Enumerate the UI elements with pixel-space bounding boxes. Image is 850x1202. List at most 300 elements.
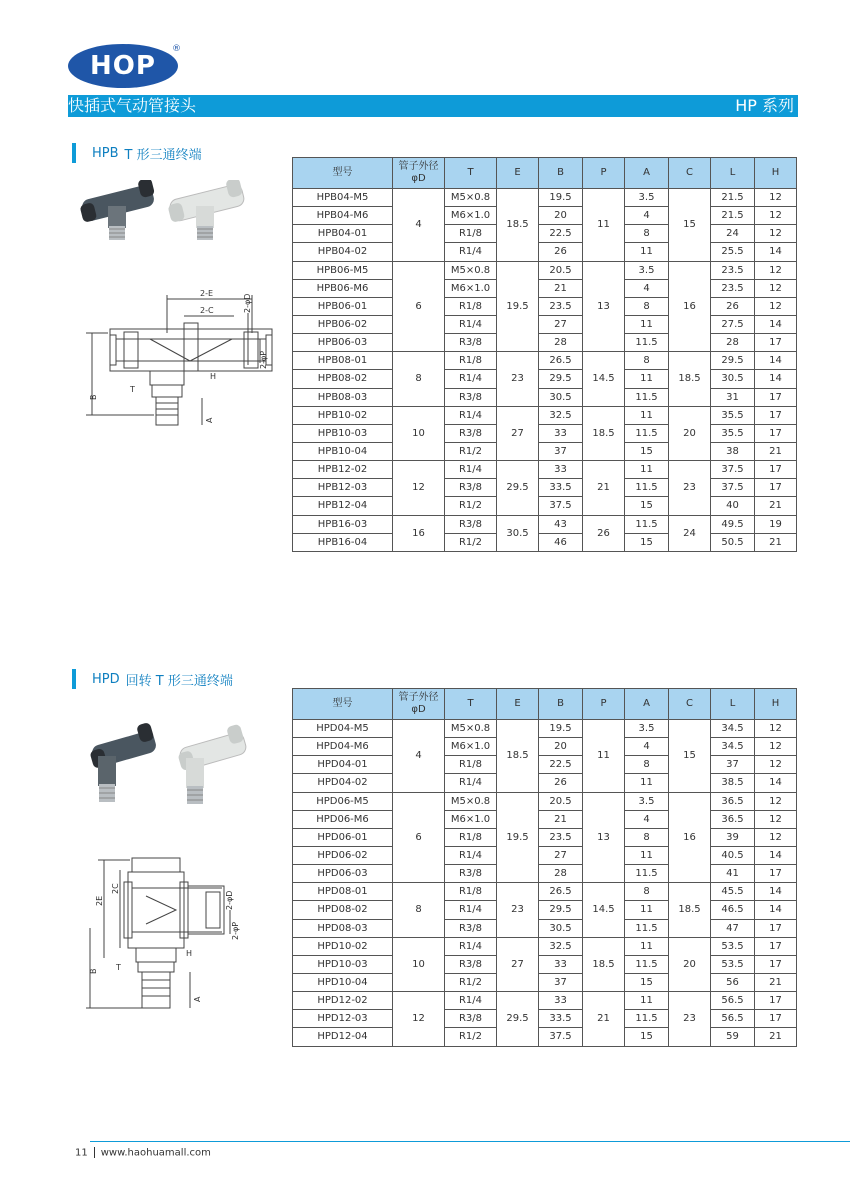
cell-e: 27 [497, 406, 539, 460]
cell-a: 11.5 [625, 424, 669, 442]
cell-e: 19.5 [497, 792, 539, 883]
cell-l: 50.5 [711, 533, 755, 551]
dim-label-a: A [205, 417, 214, 423]
cell-model: HPB08-01 [293, 352, 393, 370]
cell-h: 19 [755, 515, 797, 533]
cell-thread: R1/4 [445, 315, 497, 333]
cell-a: 11 [625, 461, 669, 479]
cell-thread: R1/8 [445, 352, 497, 370]
cell-thread: R1/8 [445, 883, 497, 901]
section-title-hpb [72, 143, 202, 163]
cell-model: HPD10-02 [293, 937, 393, 955]
cell-model: HPD12-02 [293, 992, 393, 1010]
table-row [293, 901, 797, 919]
cell-a: 8 [625, 297, 669, 315]
cell-p: 13 [583, 792, 625, 883]
dim-label-2c: 2C [111, 883, 120, 894]
table-row [293, 243, 797, 261]
cell-a: 3.5 [625, 189, 669, 207]
cell-a: 11.5 [625, 479, 669, 497]
cell-e: 29.5 [497, 992, 539, 1046]
cell-h: 17 [755, 955, 797, 973]
cell-h: 12 [755, 261, 797, 279]
cell-b: 19.5 [539, 720, 583, 738]
table-row [293, 334, 797, 352]
cell-p: 21 [583, 992, 625, 1046]
cell-b: 23.5 [539, 297, 583, 315]
cell-thread: R1/4 [445, 461, 497, 479]
cell-l: 31 [711, 388, 755, 406]
cell-model: HPB08-02 [293, 370, 393, 388]
cell-l: 39 [711, 828, 755, 846]
light-fitting-image [167, 180, 245, 240]
cell-h: 21 [755, 442, 797, 460]
cell-h: 12 [755, 279, 797, 297]
cell-model: HPB12-02 [293, 461, 393, 479]
table-row [293, 883, 797, 901]
cell-h: 17 [755, 865, 797, 883]
cell-l: 53.5 [711, 955, 755, 973]
cell-h: 17 [755, 424, 797, 442]
cell-a: 11 [625, 846, 669, 864]
cell-model: HPD04-M5 [293, 720, 393, 738]
cell-h: 21 [755, 973, 797, 991]
column-header: P [583, 689, 625, 720]
cell-thread: M6×1.0 [445, 207, 497, 225]
cell-l: 46.5 [711, 901, 755, 919]
cell-p: 18.5 [583, 937, 625, 991]
light-fitting-image [177, 724, 247, 804]
table-row [293, 515, 797, 533]
cell-thread: R1/4 [445, 243, 497, 261]
cell-thread: R1/8 [445, 756, 497, 774]
cell-a: 11.5 [625, 865, 669, 883]
cell-thread: R3/8 [445, 955, 497, 973]
column-header: T [445, 689, 497, 720]
table-row [293, 388, 797, 406]
cell-thread: M5×0.8 [445, 189, 497, 207]
cell-tube-od: 12 [393, 992, 445, 1046]
table-header-row [293, 689, 797, 720]
hpd-spec-table [292, 688, 797, 1047]
cell-l: 26 [711, 297, 755, 315]
cell-tube-od: 6 [393, 792, 445, 883]
cell-e: 30.5 [497, 515, 539, 551]
page-number: 11 [75, 1147, 88, 1159]
cell-b: 29.5 [539, 901, 583, 919]
cell-a: 3.5 [625, 720, 669, 738]
cell-model: HPB04-02 [293, 243, 393, 261]
section-code: HPD [92, 671, 120, 687]
cell-b: 23.5 [539, 828, 583, 846]
cell-model: HPD04-02 [293, 774, 393, 792]
cell-a: 15 [625, 497, 669, 515]
column-header: P [583, 158, 625, 189]
cell-l: 56.5 [711, 1010, 755, 1028]
cell-b: 30.5 [539, 919, 583, 937]
cell-tube-od: 8 [393, 883, 445, 937]
table-row [293, 189, 797, 207]
table-row [293, 442, 797, 460]
cell-model: HPD10-04 [293, 973, 393, 991]
table-row [293, 279, 797, 297]
cell-a: 11 [625, 937, 669, 955]
cell-a: 8 [625, 225, 669, 243]
cell-b: 43 [539, 515, 583, 533]
dim-label-a: A [193, 996, 202, 1002]
dim-label-2phid: 2-φD [243, 293, 252, 313]
dim-label-t: T [116, 963, 121, 972]
section-title-hpd [72, 669, 233, 689]
dim-label-2phid: 2-φD [225, 890, 234, 910]
cell-thread: R1/2 [445, 442, 497, 460]
cell-a: 11.5 [625, 1010, 669, 1028]
section-marker [72, 143, 76, 163]
cell-h: 12 [755, 207, 797, 225]
table-row [293, 774, 797, 792]
cell-e: 29.5 [497, 461, 539, 515]
cell-l: 36.5 [711, 792, 755, 810]
cell-model: HPD10-03 [293, 955, 393, 973]
table-row [293, 720, 797, 738]
table-row [293, 992, 797, 1010]
cell-model: HPB04-M5 [293, 189, 393, 207]
cell-c: 18.5 [669, 883, 711, 937]
cell-h: 14 [755, 315, 797, 333]
table-row [293, 370, 797, 388]
cell-tube-od: 10 [393, 937, 445, 991]
cell-l: 21.5 [711, 207, 755, 225]
cell-a: 11.5 [625, 515, 669, 533]
cell-h: 12 [755, 810, 797, 828]
cell-thread: M6×1.0 [445, 279, 497, 297]
cell-h: 12 [755, 225, 797, 243]
table-row [293, 1028, 797, 1046]
cell-c: 16 [669, 792, 711, 883]
cell-model: HPB06-M5 [293, 261, 393, 279]
cell-model: HPB12-03 [293, 479, 393, 497]
cell-h: 14 [755, 846, 797, 864]
cell-thread: R3/8 [445, 865, 497, 883]
cell-thread: R1/4 [445, 774, 497, 792]
cell-model: HPB10-04 [293, 442, 393, 460]
cell-p: 13 [583, 261, 625, 352]
cell-l: 23.5 [711, 261, 755, 279]
cell-l: 37 [711, 756, 755, 774]
cell-a: 11.5 [625, 388, 669, 406]
dim-label-b: B [89, 394, 98, 400]
cell-a: 11 [625, 243, 669, 261]
cell-l: 24 [711, 225, 755, 243]
cell-h: 14 [755, 883, 797, 901]
brand-logo [68, 44, 178, 88]
cell-b: 32.5 [539, 937, 583, 955]
cell-l: 45.5 [711, 883, 755, 901]
cell-h: 12 [755, 297, 797, 315]
cell-l: 41 [711, 865, 755, 883]
column-header: L [711, 158, 755, 189]
cell-c: 24 [669, 515, 711, 551]
cell-b: 26 [539, 774, 583, 792]
cell-b: 20.5 [539, 792, 583, 810]
cell-model: HPD06-02 [293, 846, 393, 864]
cell-model: HPD04-01 [293, 756, 393, 774]
cell-e: 18.5 [497, 720, 539, 793]
cell-c: 15 [669, 720, 711, 793]
column-header: C [669, 158, 711, 189]
cell-thread: R1/2 [445, 1028, 497, 1046]
cell-a: 11 [625, 901, 669, 919]
table-row [293, 1010, 797, 1028]
cell-thread: R1/4 [445, 992, 497, 1010]
cell-l: 40 [711, 497, 755, 515]
cell-a: 8 [625, 883, 669, 901]
cell-thread: R1/4 [445, 901, 497, 919]
cell-tube-od: 10 [393, 406, 445, 460]
table-row [293, 497, 797, 515]
cell-b: 33.5 [539, 479, 583, 497]
cell-model: HPD04-M6 [293, 738, 393, 756]
cell-tube-od: 16 [393, 515, 445, 551]
cell-b: 32.5 [539, 406, 583, 424]
table-row [293, 738, 797, 756]
cell-a: 11.5 [625, 919, 669, 937]
cell-l: 40.5 [711, 846, 755, 864]
cell-model: HPB16-03 [293, 515, 393, 533]
column-header: B [539, 158, 583, 189]
cell-c: 23 [669, 992, 711, 1046]
cell-b: 37.5 [539, 497, 583, 515]
cell-model: HPB06-02 [293, 315, 393, 333]
hpd-dimension-drawing [80, 848, 270, 1020]
table-row [293, 919, 797, 937]
cell-a: 15 [625, 973, 669, 991]
table-row [293, 533, 797, 551]
cell-b: 21 [539, 810, 583, 828]
cell-p: 11 [583, 720, 625, 793]
table-row [293, 352, 797, 370]
table-row [293, 955, 797, 973]
footer [75, 1147, 211, 1159]
cell-h: 17 [755, 406, 797, 424]
cell-model: HPB04-M6 [293, 207, 393, 225]
cell-b: 22.5 [539, 756, 583, 774]
cell-thread: M5×0.8 [445, 720, 497, 738]
cell-l: 56.5 [711, 992, 755, 1010]
cell-h: 17 [755, 479, 797, 497]
cell-a: 4 [625, 207, 669, 225]
cell-h: 17 [755, 919, 797, 937]
column-header: A [625, 158, 669, 189]
cell-thread: R1/2 [445, 533, 497, 551]
cell-thread: R1/4 [445, 937, 497, 955]
cell-thread: R3/8 [445, 334, 497, 352]
dim-label-t: T [130, 385, 135, 394]
dim-label-h: H [186, 949, 193, 958]
section-marker [72, 669, 76, 689]
cell-b: 27 [539, 846, 583, 864]
cell-model: HPB06-03 [293, 334, 393, 352]
column-header: 型号 [293, 689, 393, 720]
cell-a: 11.5 [625, 955, 669, 973]
cell-c: 18.5 [669, 352, 711, 406]
cell-l: 47 [711, 919, 755, 937]
dim-label-2c: 2-C [200, 306, 214, 315]
cell-h: 12 [755, 738, 797, 756]
cell-h: 12 [755, 792, 797, 810]
cell-h: 17 [755, 1010, 797, 1028]
cell-l: 34.5 [711, 720, 755, 738]
cell-c: 16 [669, 261, 711, 352]
cell-l: 21.5 [711, 189, 755, 207]
cell-b: 33 [539, 424, 583, 442]
cell-e: 18.5 [497, 189, 539, 262]
cell-l: 36.5 [711, 810, 755, 828]
cell-b: 22.5 [539, 225, 583, 243]
dim-label-2phip: 2-φP [231, 921, 240, 940]
cell-model: HPD12-04 [293, 1028, 393, 1046]
cell-thread: R1/8 [445, 225, 497, 243]
cell-thread: M5×0.8 [445, 792, 497, 810]
cell-a: 11 [625, 315, 669, 333]
cell-h: 17 [755, 388, 797, 406]
cell-b: 26.5 [539, 883, 583, 901]
cell-b: 37.5 [539, 1028, 583, 1046]
table-row [293, 297, 797, 315]
cell-l: 29.5 [711, 352, 755, 370]
registered-mark: ® [172, 44, 181, 54]
column-header: 管子外径 φD [393, 689, 445, 720]
dim-label-2e: 2E [95, 895, 104, 906]
cell-model: HPB04-01 [293, 225, 393, 243]
dark-fitting-image [79, 180, 155, 240]
cell-e: 19.5 [497, 261, 539, 352]
cell-l: 38 [711, 442, 755, 460]
cell-p: 21 [583, 461, 625, 515]
hpb-product-photo [78, 180, 258, 260]
table-row [293, 828, 797, 846]
table-row [293, 261, 797, 279]
cell-a: 11 [625, 406, 669, 424]
column-header: A [625, 689, 669, 720]
table-row [293, 792, 797, 810]
dim-label-2phip: 2-φP [259, 350, 268, 369]
cell-thread: R1/4 [445, 846, 497, 864]
cell-b: 19.5 [539, 189, 583, 207]
cell-h: 14 [755, 243, 797, 261]
section-name: T 形三通终端 [124, 147, 202, 163]
cell-model: HPD08-03 [293, 919, 393, 937]
cell-h: 21 [755, 1028, 797, 1046]
cell-b: 33.5 [539, 1010, 583, 1028]
table-row [293, 846, 797, 864]
cell-a: 11 [625, 992, 669, 1010]
cell-model: HPB10-03 [293, 424, 393, 442]
cell-a: 4 [625, 738, 669, 756]
cell-b: 20.5 [539, 261, 583, 279]
cell-b: 33 [539, 955, 583, 973]
cell-thread: M6×1.0 [445, 810, 497, 828]
dim-label-b: B [89, 968, 98, 974]
website-link[interactable]: www.haohuamall.com [100, 1147, 211, 1159]
cell-a: 11 [625, 370, 669, 388]
column-header: E [497, 158, 539, 189]
cell-l: 23.5 [711, 279, 755, 297]
cell-a: 8 [625, 828, 669, 846]
cell-tube-od: 4 [393, 720, 445, 793]
cell-model: HPB08-03 [293, 388, 393, 406]
cell-l: 59 [711, 1028, 755, 1046]
cell-e: 23 [497, 352, 539, 406]
cell-h: 17 [755, 937, 797, 955]
cell-l: 35.5 [711, 424, 755, 442]
cell-b: 20 [539, 738, 583, 756]
cell-model: HPD06-01 [293, 828, 393, 846]
cell-tube-od: 6 [393, 261, 445, 352]
table-row [293, 973, 797, 991]
cell-c: 20 [669, 937, 711, 991]
column-header: H [755, 689, 797, 720]
cell-a: 8 [625, 756, 669, 774]
dark-fitting-image [89, 722, 157, 802]
cell-b: 20 [539, 207, 583, 225]
cell-h: 12 [755, 720, 797, 738]
cell-tube-od: 8 [393, 352, 445, 406]
cell-thread: R1/4 [445, 406, 497, 424]
cell-thread: R3/8 [445, 424, 497, 442]
table-row [293, 479, 797, 497]
cell-thread: R1/8 [445, 828, 497, 846]
cell-a: 15 [625, 442, 669, 460]
cell-b: 33 [539, 461, 583, 479]
column-header: L [711, 689, 755, 720]
cell-l: 35.5 [711, 406, 755, 424]
cell-model: HPD06-M5 [293, 792, 393, 810]
dim-label-h: H [210, 372, 217, 381]
cell-l: 49.5 [711, 515, 755, 533]
cell-h: 17 [755, 334, 797, 352]
dim-label-2e: 2-E [200, 289, 214, 298]
cell-model: HPB06-01 [293, 297, 393, 315]
cell-h: 12 [755, 756, 797, 774]
table-row [293, 207, 797, 225]
column-header: B [539, 689, 583, 720]
cell-a: 3.5 [625, 792, 669, 810]
cell-h: 21 [755, 497, 797, 515]
cell-h: 14 [755, 370, 797, 388]
cell-l: 30.5 [711, 370, 755, 388]
cell-model: HPB12-04 [293, 497, 393, 515]
cell-b: 46 [539, 533, 583, 551]
cell-h: 14 [755, 901, 797, 919]
cell-b: 37 [539, 442, 583, 460]
cell-tube-od: 12 [393, 461, 445, 515]
column-header: E [497, 689, 539, 720]
cell-a: 11 [625, 774, 669, 792]
table-row [293, 461, 797, 479]
cell-e: 23 [497, 883, 539, 937]
column-header: 型号 [293, 158, 393, 189]
cell-model: HPB06-M6 [293, 279, 393, 297]
cell-a: 3.5 [625, 261, 669, 279]
cell-p: 14.5 [583, 883, 625, 937]
cell-model: HPD12-03 [293, 1010, 393, 1028]
cell-model: HPD06-03 [293, 865, 393, 883]
table-header-row [293, 158, 797, 189]
cell-tube-od: 4 [393, 189, 445, 262]
column-header: C [669, 689, 711, 720]
cell-l: 28 [711, 334, 755, 352]
